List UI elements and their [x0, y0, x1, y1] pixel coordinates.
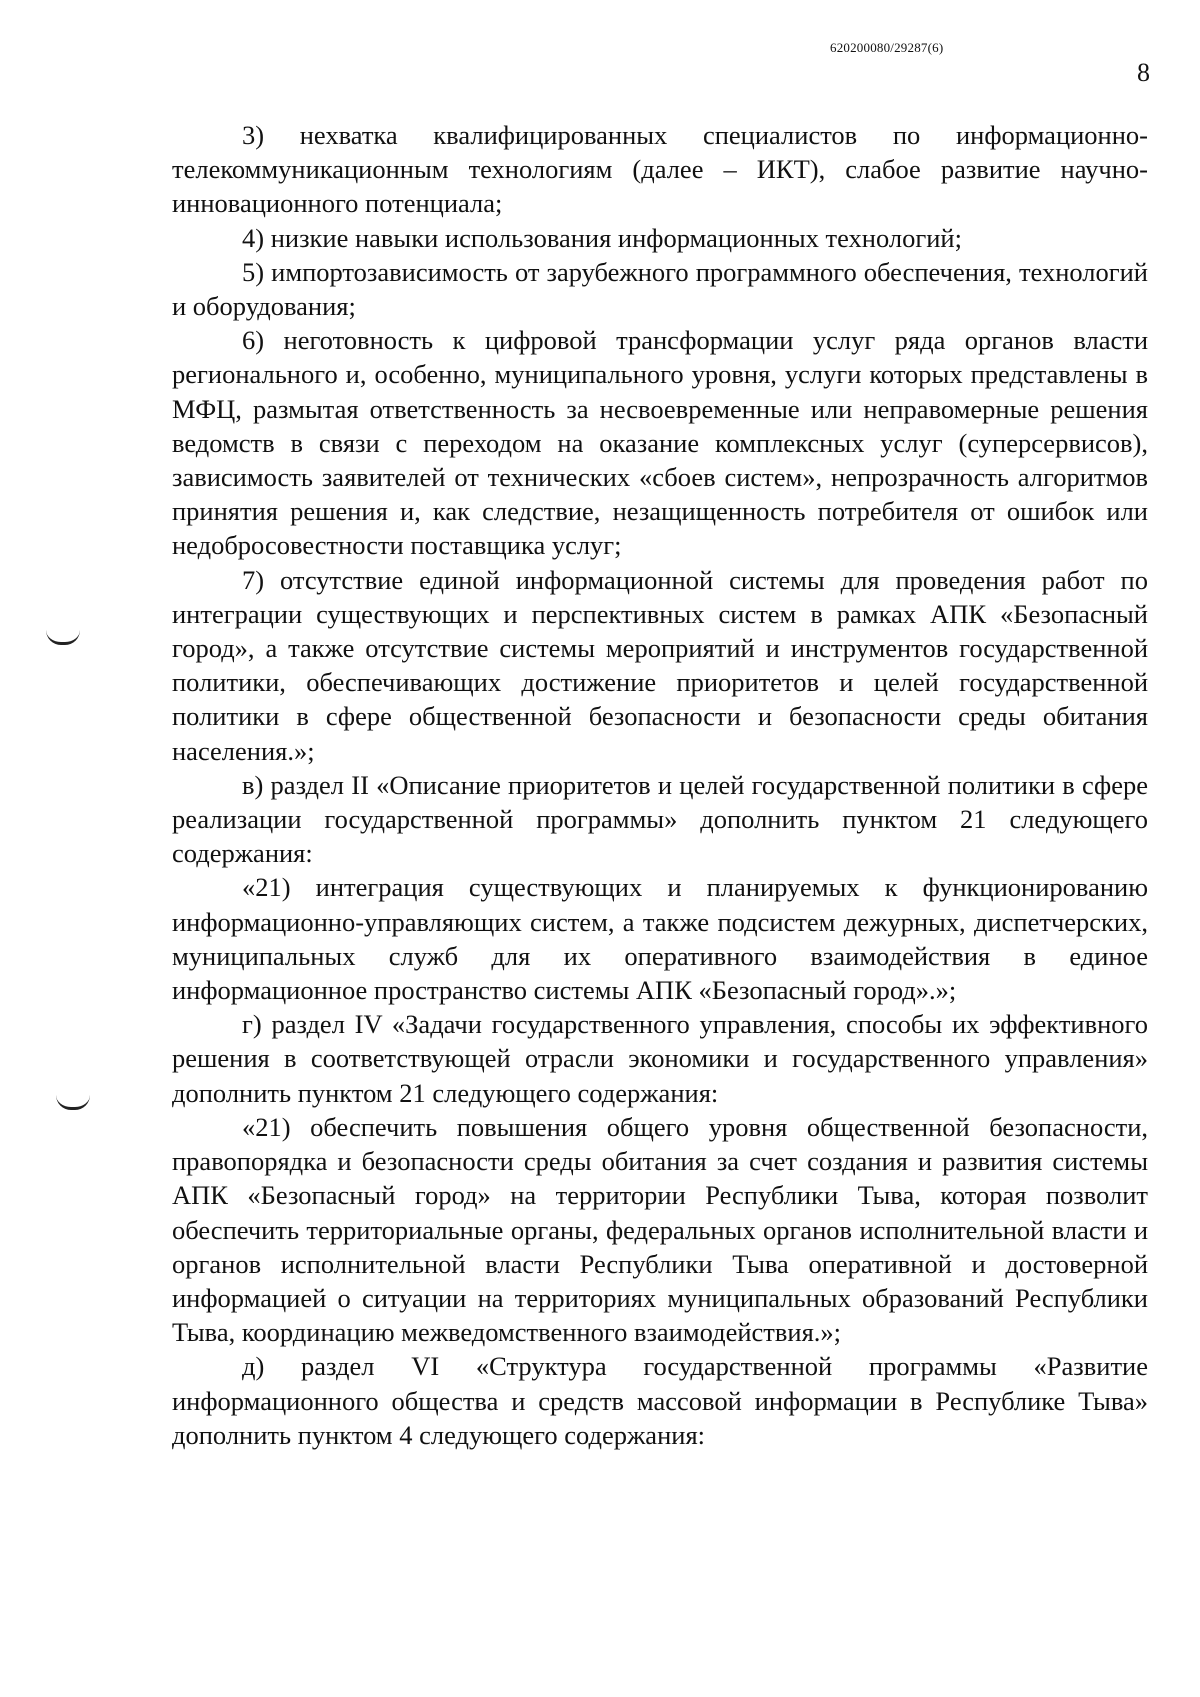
document-code: 620200080/29287(6) [830, 40, 944, 55]
paragraph-section-g: г) раздел IV «Задачи государственного управления, способы их эффективного решения в соответствующей отрасли экономики и государственного управления» дополнить пунктом 21 следующего содержания: [172, 1009, 1148, 1108]
paragraph-item-4: 4) низкие навыки использования информационных технологий; [242, 222, 962, 253]
paragraph-item-7: 7) отсутствие единой информационной системы для проведения работ по интеграции существующих и перспективных систем в рамках АПК «Безопасный город», а также отсутствие системы мероприятий и инструментов государственной политики, обеспечивающих достижение приоритетов и целей государственной политики в сфере общественной безопасности и безопасности среды обитания населения.»; [172, 564, 1148, 766]
paragraph-section-d: д) раздел VI «Структура государственной программы «Развитие информационного общества и средств массовой информации в Республике Тыва» дополнить пунктом 4 следующего содержания: [172, 1351, 1148, 1450]
paragraph-section-v: в) раздел II «Описание приоритетов и целей государственной политики в сфере реализации государственной программы» дополнить пунктом 21 следующего содержания: [172, 769, 1148, 869]
margin-mark [56, 1095, 90, 1110]
document-body [172, 118, 1148, 1452]
paragraph-item-6: 6) неготовность к цифровой трансформации услуг ряда органов власти регионального и, особенно, муниципального уровня, услуги которых представлены в МФЦ, размытая ответственность за несвоевременные или неправомерные решения ведомств в связи с переходом на оказание комплексных услуг (суперсервисов), зависимость заявителей от технических «сбоев систем», непрозрачность алгоритмов принятия решения и, как следствие, незащищенность потребителя от ошибок или недобросовестности поставщика услуг; [172, 325, 1148, 561]
paragraph-quote-21-a: «21) интеграция существующих и планируемых к функционированию информационно-управляющих систем, а также подсистем дежурных, диспетчерских, муниципальных служб для их оперативного взаимодействия в единое информационное пространство системы АПК «Безопасный город».»; [172, 872, 1148, 1006]
paragraph-item-5: 5) импортозависимость от зарубежного программного обеспечения, технологий и оборудования; [172, 256, 1148, 322]
paragraph-quote-21-b: «21) обеспечить повышения общего уровня общественной безопасности, правопорядка и безопасности среды обитания за счет создания и развития системы АПК «Безопасный город» на территории Республики Тыва, которая позволит обеспечить территориальные органы, федеральных органов исполнительной власти и органов исполнительной власти Республики Тыва оперативной и достоверной информацией о ситуации на территориях муниципальных образований Республики Тыва, координацию межведомственного взаимодействия.»; [172, 1111, 1148, 1348]
page-number: 8 [1137, 58, 1150, 87]
margin-mark [46, 630, 80, 645]
paragraph-item-3: 3) нехватка квалифицированных специалистов по информационно-телекоммуникационным технологиям (далее – ИКТ), слабое развитие научно-инновационного потенциала; [172, 120, 1148, 219]
